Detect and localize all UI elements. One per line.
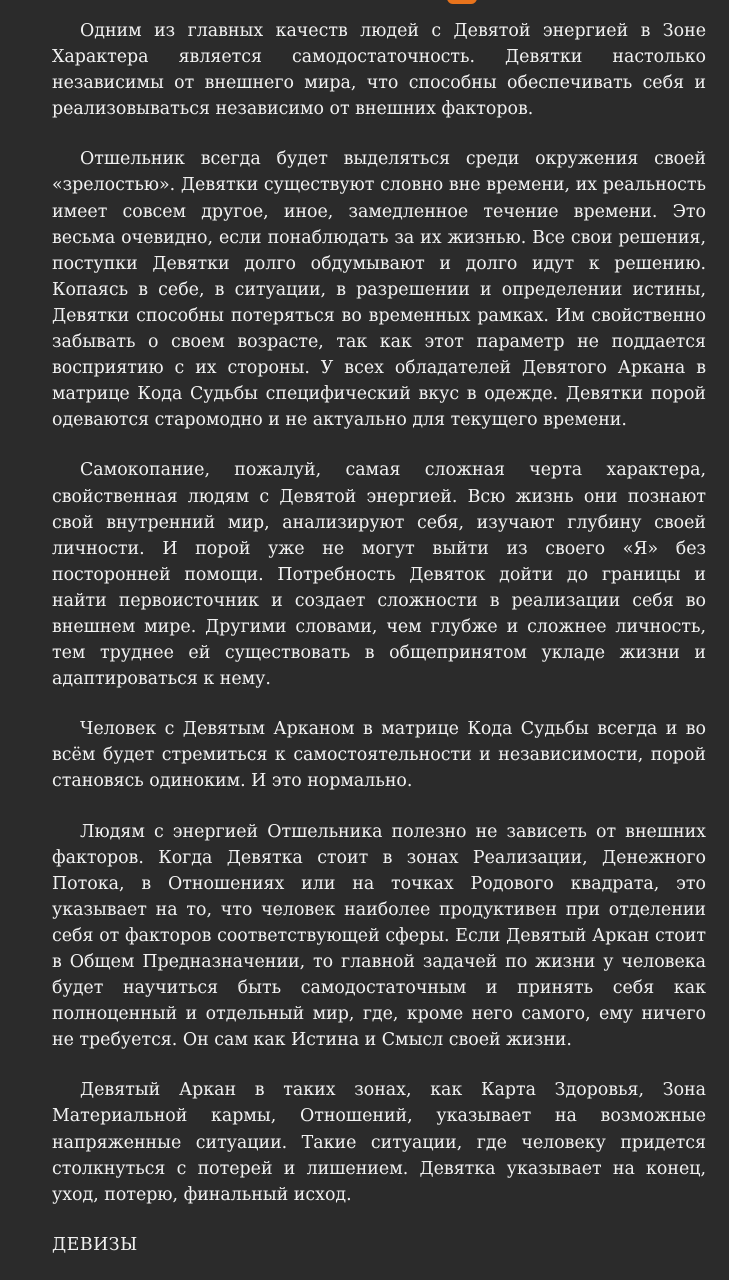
top-tab-indicator xyxy=(447,0,477,4)
document-page xyxy=(52,18,706,1258)
section-heading: ДЕВИЗЫ xyxy=(52,1234,138,1255)
paragraph-6: Девятый Аркан в таких зонах, как Карта Здоровья, Зона Материальной кармы, Отношений, указывает на возможные напряженные ситуации. Такие ситуации, где человеку придется столкнуться с потерей и лишением. Девятка указывает на конец, уход, потерю, финальный исход. xyxy=(52,1080,706,1205)
paragraph-2: Отшельник всегда будет выделяться среди окружения своей «зрелостью». Девятки существуют словно вне времени, их реальность имеет совсем другое, иное, замедленное течение времени. Это весьма очевидно, если понаблюдать за их жизнью. Все свои решения, поступки Девятки долго обдумывают и долго идут к решению. Копаясь в себе, в ситуации, в разрешении и определении истины, Девятки способны потеряться во временных рамках. Им свойственно забывать о своем возрасте, так как этот параметр не поддается восприятию с их стороны. У всех обладателей Девятого Аркана в матрице Кода Судьбы специфический вкус в одежде. Девятки порой одеваются старомодно и не актуально для текущего времени. xyxy=(52,149,706,431)
paragraph-5: Людям с энергией Отшельника полезно не зависеть от внешних факторов. Когда Девятка стоит в зонах Реализации, Денежного Потока, в Отношениях или на точках Родового квадрата, это указывает на то, что человек наиболее продуктивен при отделении себя от факторов соответствующей сферы. Если Девятый Аркан стоит в Общем Предназначении, то главной задачей по жизни у человека будет научиться быть самодостаточным и принять себя как полноценный и отдельный мир, где, кроме него самого, ему ничего не требуется. Он сам как Истина и Смысл своей жизни. xyxy=(52,821,706,1051)
paragraph-4: Человек с Девятым Арканом в матрице Кода Судьбы всегда и во всём будет стремиться к самостоятельности и независимости, порой становясь одиноким. И это нормально. xyxy=(52,719,706,792)
paragraph-1: Одним из главных качеств людей с Девятой энергией в Зоне Характера является самодостаточность. Девятки настолько независимы от внешнего мира, что способны обеспечивать себя и реализовываться независимо от внешних факторов. xyxy=(52,21,706,120)
paragraph-3: Самокопание, пожалуй, самая сложная черта характера, свойственная людям с Девятой энергией. Всю жизнь они познают свой внутренний мир, анализируют себя, изучают глубину своей личности. И порой уже не могут выйти из своего «Я» без посторонней помощи. Потребность Девяток дойти до границы и найти первоисточник и создает сложности в реализации себя во внешнем мире. Другими словами, чем глубже и сложнее личность, тем труднее ей существовать в общепринятом укладе жизни и адаптироваться к нему. xyxy=(52,460,706,690)
